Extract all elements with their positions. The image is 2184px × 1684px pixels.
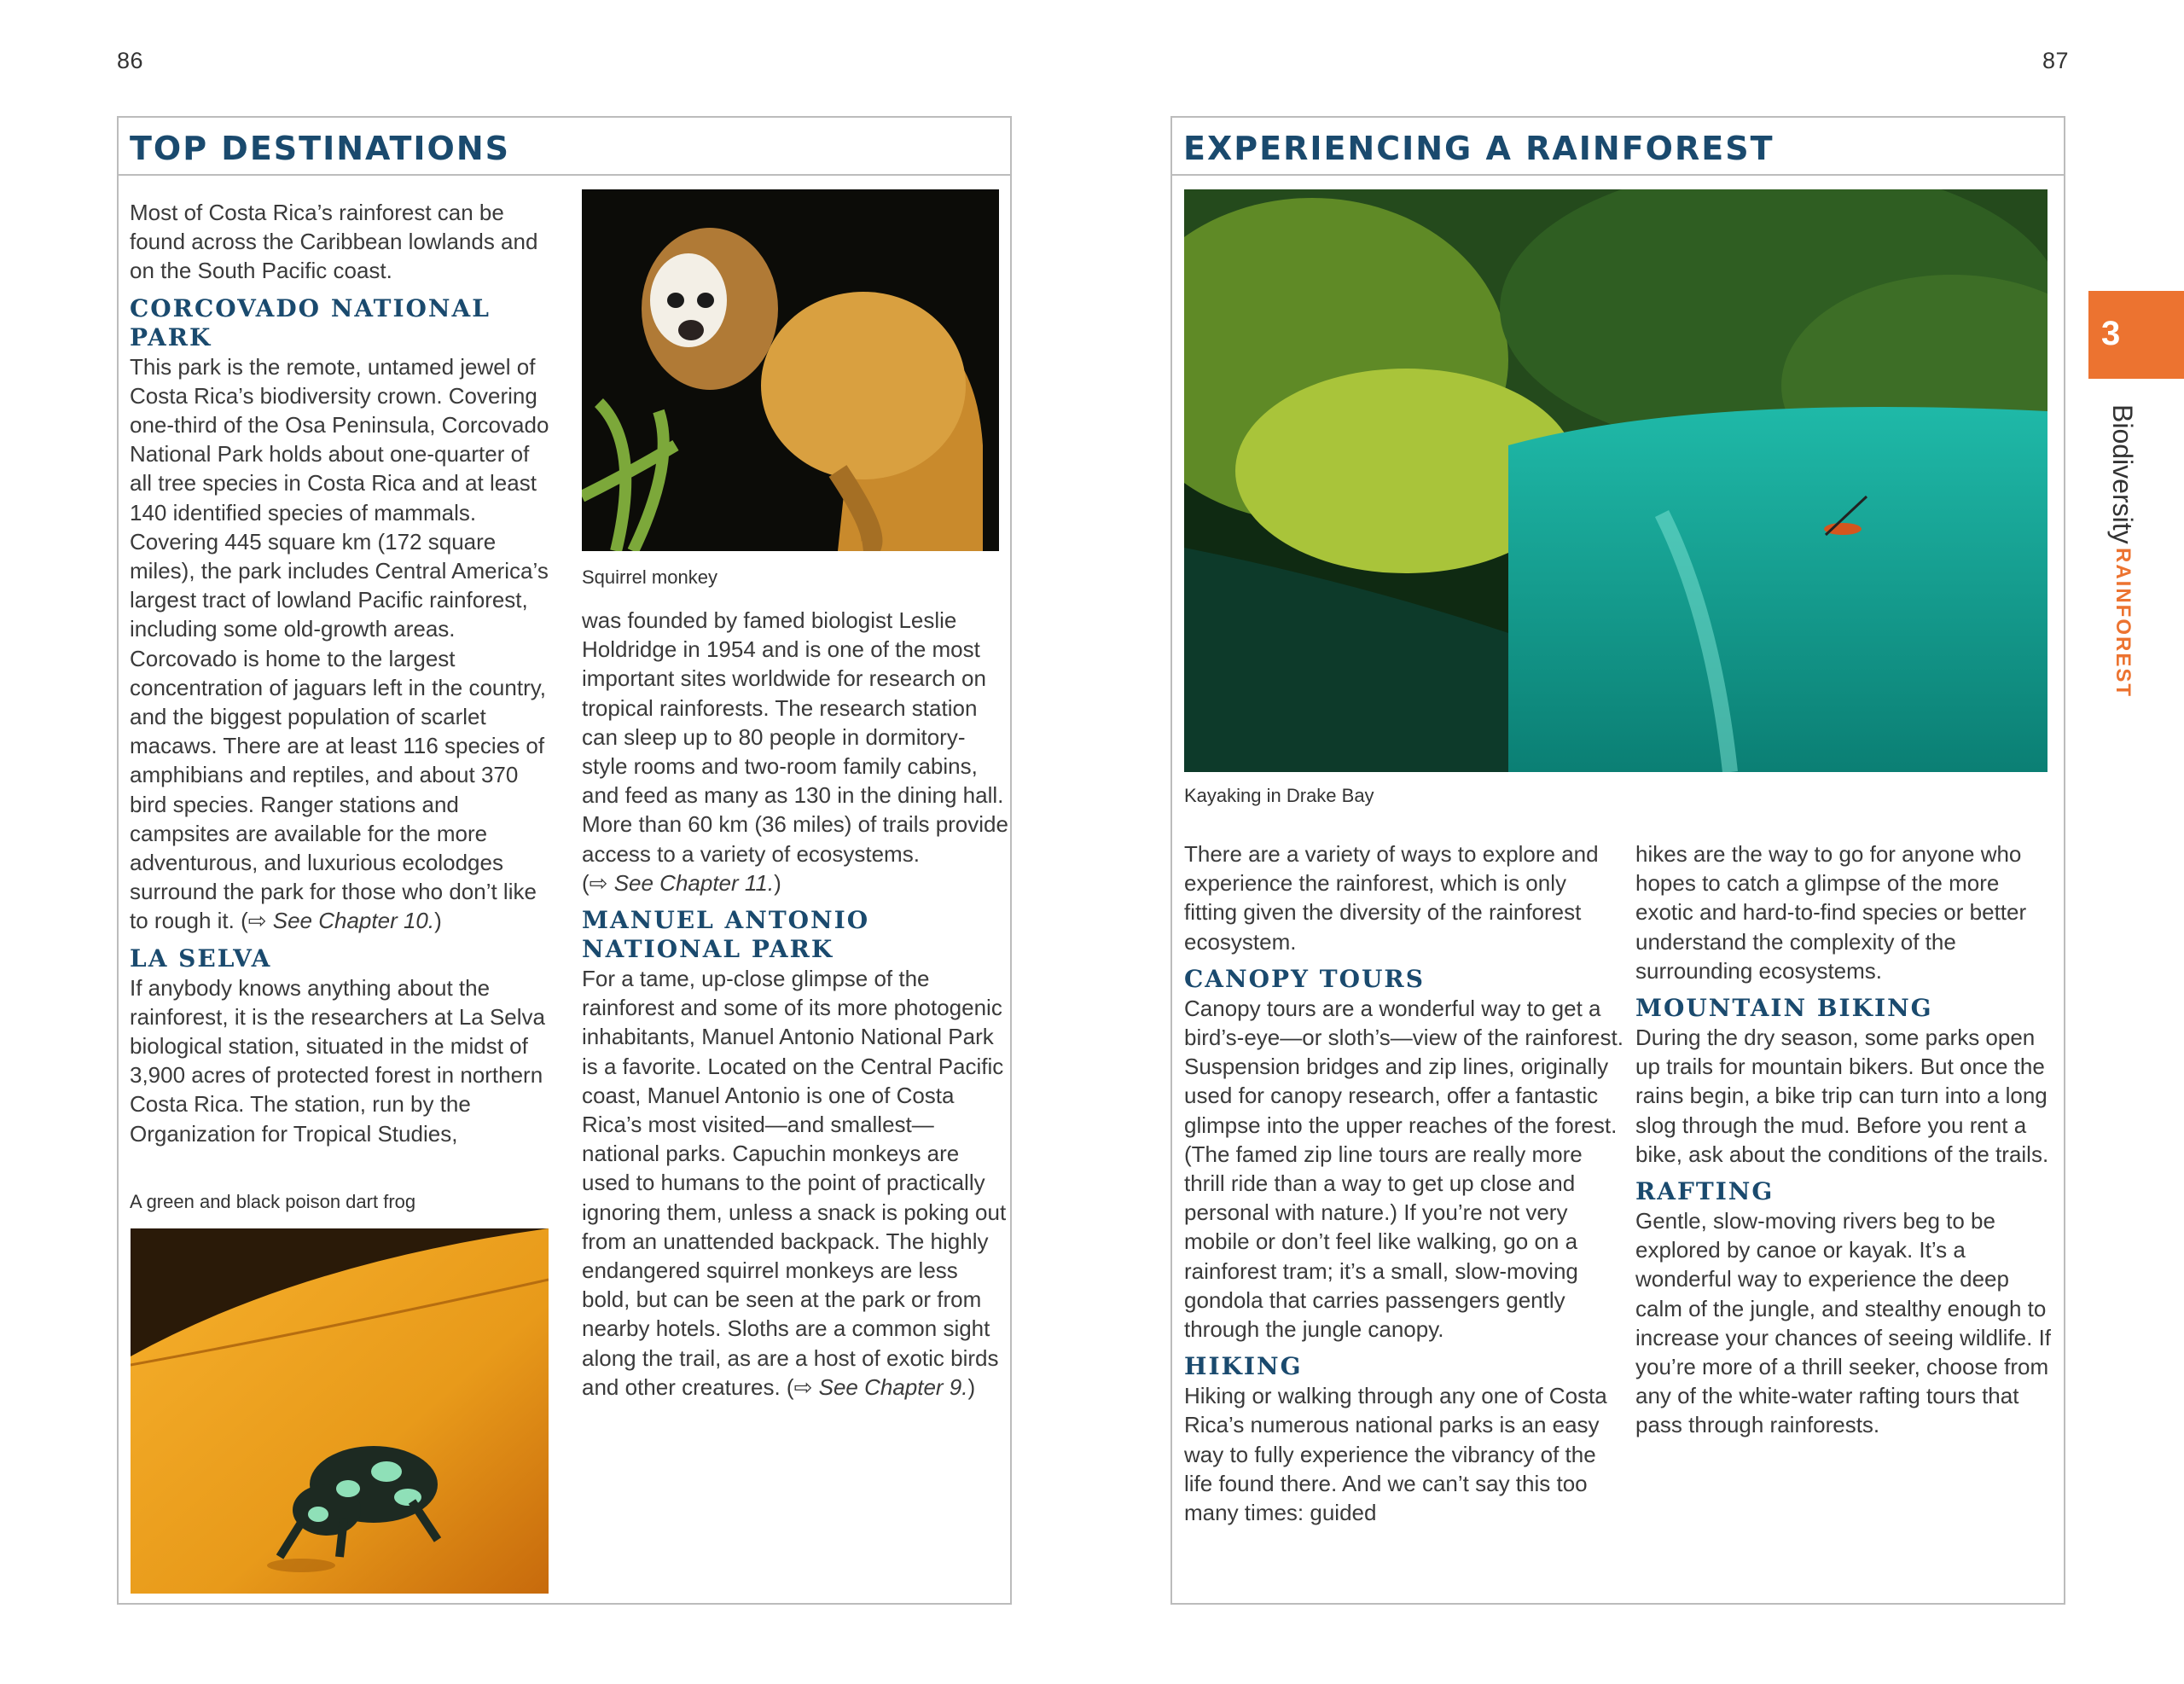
la-selva-heading: LA SELVA [130,944,272,973]
corcovado-reference: See Chapter 10. [266,908,435,934]
la-selva-reference: See Chapter 11. [607,869,775,896]
frog-caption: A green and black poison dart frog [130,1191,416,1212]
experiencing-rainforest-header [1172,118,2064,176]
hiking-heading: HIKING [1184,1352,1303,1381]
arrow-icon: ⇨ [793,1373,813,1400]
corcovado-paragraph: This park is the remote, untamed jewel of Costa Rica’s biodiversity crown. Covering one-third of the Osa Peninsula, Corcovado National Park holds about one-quarter of all tree species in Costa Rica and at least 140 identified species of mammals. Covering 445 square km (172 square miles), the park includes Central America’s largest tract of lowland Pacific rainforest, including some old-growth areas. Corcovado is home to the largest concentration of jaguars left in the country, and the biggest population of scarlet macaws. There are at least 116 species of amphibians and reptiles, and about 370 bird species. Ranger stations and campsites are available for the more adventurous, and luxurious ecolodges surround the park for those who don’t like to rough it. (⇨ See Chapter 10.) [130,353,549,934]
intro-paragraph: Most of Costa Rica’s rainforest can be found across the Caribbean lowlands and on the South Pacific coast. [130,200,538,284]
hiking-continued: hikes are the way to go for anyone who hopes to catch a glimpse of the more exotic and hard-to-find species or better understand the complexity of the surrounding ecosystems. [1635,841,2027,984]
corcovado-heading: CORCOVADO NATIONAL PARK [130,293,491,351]
top-destinations-header [119,118,1010,176]
manuel-antonio-reference: See Chapter 9. [812,1373,968,1400]
chapter-number: 3 [2101,315,2121,352]
monkey-caption: Squirrel monkey [582,566,717,588]
chapter-subsection-label: RAINFOREST [2111,548,2135,698]
arrow-icon: ⇨ [247,908,267,934]
canopy-tours-paragraph: Canopy tours are a wonderful way to get a bird’s-eye—or sloth’s—view of the rainforest. Suspension bridges and zip lines, originally used for canopy research, offer a fantastic glimpse into the upper reaches of the forest. (The famed zip line tours are really more thrill ride than a way to get up close and personal with nature.) If you’re not very mobile or don’t feel like walking, go on a rainforest tram; it’s a small, slow-moving gondola that carries passengers gently through the jungle canopy. [1184,995,1623,1343]
chapter-tab [2088,291,2184,379]
right-page-number: 87 [2042,48,2070,73]
canopy-tours-heading: CANOPY TOURS [1184,964,1425,993]
manuel-antonio-paragraph: For a tame, up-close glimpse of the rainforest and some of its more photogenic inhabitants, Manuel Antonio National Park is a favorite. Located on the Central Pacific coast, Manuel Antonio is one of Costa Rica’s most visited—and smallest—national parks. Capuchin monkeys are used to humans to the point of practically ignoring them, unless a snack is poking out from an unattended backpack. The highly endangered squirrel monkeys are less bold, but can be seen at the park or from nearby hotels. Sloths are a common sight along the trail, as are a host of exotic birds and other creatures. (⇨ See Chapter 9.) [582,966,1007,1400]
manuel-antonio-heading: MANUEL ANTONIO NATIONAL PARK [582,906,870,964]
left-page-number: 86 [117,48,144,73]
rainforest-intro: There are a variety of ways to explore and experience the rainforest, which is only fitting given the diversity of the rainforest ecosystem. [1184,841,1599,955]
poison-dart-frog-photo [131,1228,549,1594]
top-destinations-title: TOP DESTINATIONS [130,130,511,167]
la-selva-continued: was founded by famed biologist Leslie Holdridge in 1954 and is one of the most important sites worldwide for research on tropical rainforests. The research station can sleep up to 80 people in dormitory-style rooms and two-room family cabins, and feed as many as 130 in the dining hall. More than 60 km (36 miles) of trails provide access to a variety of ecosystems. (⇨ See Chapter 11.) [582,607,1008,896]
left-column-1 [130,198,556,1148]
left-column-2 [582,606,1008,1402]
right-column-1 [1184,839,1623,1527]
arrow-icon: ⇨ [589,869,608,896]
experiencing-rainforest-box [1170,116,2065,1605]
squirrel-monkey-photo [582,189,999,551]
mountain-biking-heading: MOUNTAIN BIKING [1635,994,1933,1023]
kayaking-caption: Kayaking in Drake Bay [1184,785,1374,806]
rafting-paragraph: Gentle, slow-moving rivers beg to be explored by canoe or kayak. It’s a wonderful way to experience the deep calm of the jungle, and stealthy enough to increase your chances of seeing wildlife. If you’re more of a thrill seeker, choose from any of the white-water rafting tours that pass through rainforests. [1635,1208,2052,1438]
right-column-2 [1635,839,2058,1440]
mountain-biking-paragraph: During the dry season, some parks open up trails for mountain bikers. But once the rains begin, a bike trip can turn into a long slog through the mud. Before you rent a bike, ask about the conditions of the trails. [1635,1025,2049,1167]
hiking-paragraph: Hiking or walking through any one of Costa Rica’s numerous national parks is an easy way to fully experience the vibrancy of the life found there. And we can’t say this too many times: guided [1184,1383,1607,1526]
top-destinations-box [117,116,1012,1605]
rafting-heading: RAFTING [1635,1177,1774,1206]
kayaking-photo [1184,189,2048,772]
chapter-section-label: Biodiversity [2107,404,2138,544]
la-selva-paragraph: If anybody knows anything about the rainforest, it is the researchers at La Selva biological station, situated in the midst of 3,900 acres of protected forest in northern Costa Rica. The station, run by the Organization for Tropical Studies, [130,974,546,1147]
experiencing-rainforest-title: EXPERIENCING A RAINFOREST [1183,130,1774,167]
